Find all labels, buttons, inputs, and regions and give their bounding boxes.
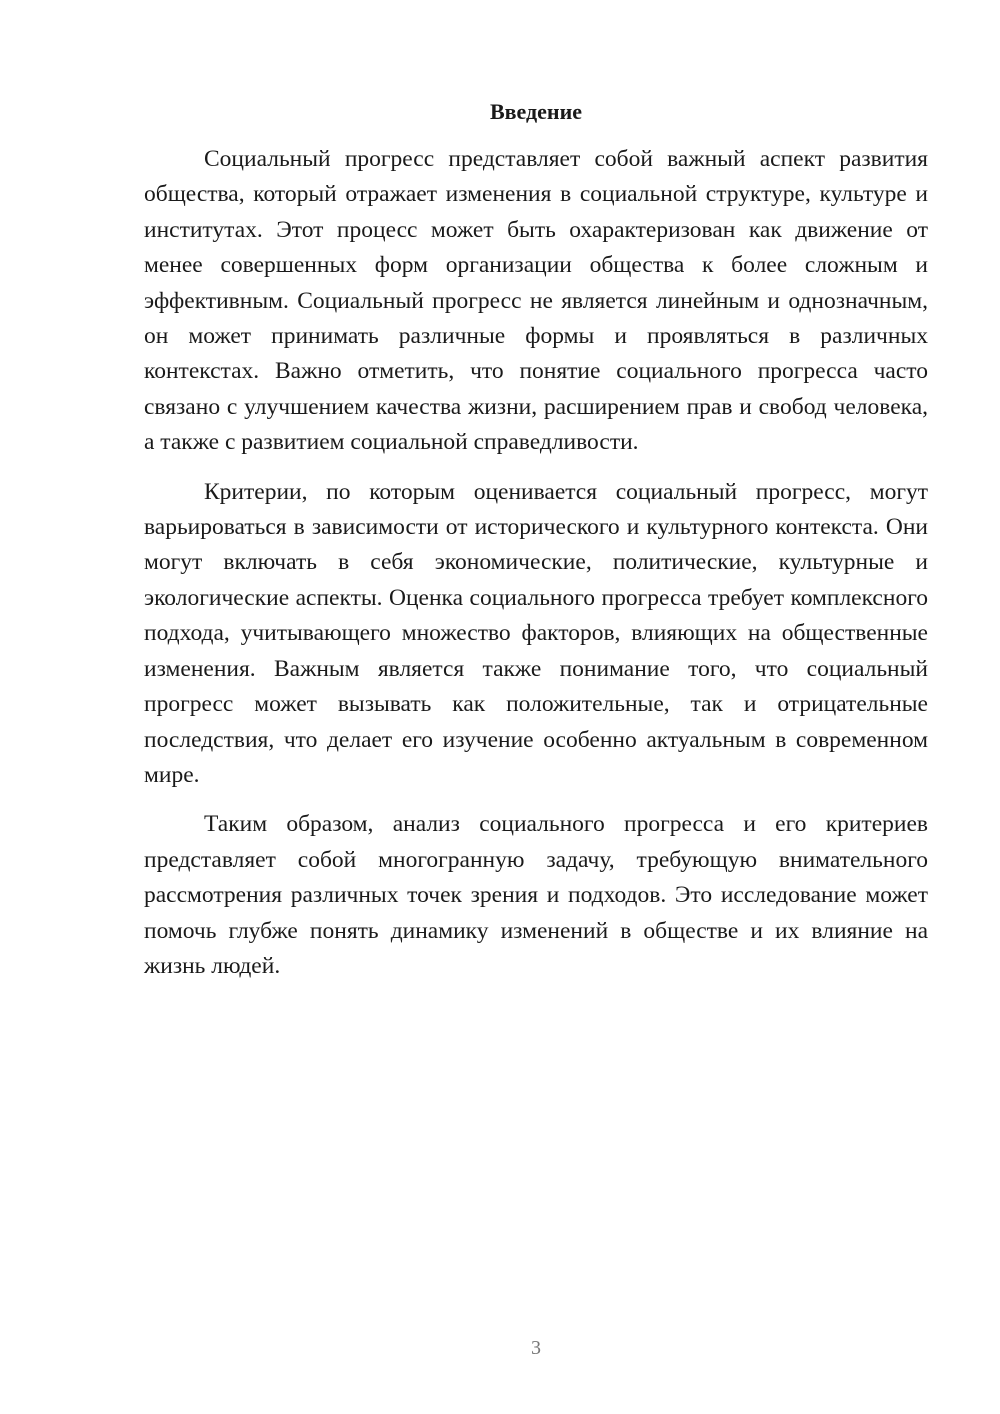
page-number: 3: [531, 1337, 541, 1359]
section-heading: Введение: [489, 99, 583, 124]
document-body: [144, 142, 928, 998]
paragraph-1: Социальный прогресс представляет собой важный аспект развития общества, который отражает изменения в социальной структуре, культуре и институтах. Этот процесс может быть охарактеризован как движение от менее совершенных форм организации общества к более сложным и эффективным. Социальный прогресс не является линейным и однозначным, он может принимать различные формы и проявляться в различных контекстах. Важно отметить, что понятие социального прогресса часто связано с улучшением качества жизни, расширением прав и свобод человека, а также с развитием социальной справедливости.: [144, 146, 928, 456]
paragraph-2: Критерии, по которым оценивается социальный прогресс, могут варьироваться в зависимости от исторического и культурного контекста. Они могут включать в себя экономические, политические, культурные и экологические аспекты. Оценка социального прогресса требует комплексного подхода, учитывающего множество факторов, влияющих на общественные изменения. Важным является также понимание того, что социальный прогресс может вызывать как положительные, так и отрицательные последствия, что делает его изучение особенно актуальным в современном мире.: [144, 478, 928, 788]
paragraph-3: Таким образом, анализ социального прогресса и его критериев представляет собой многогранную задачу, требующую внимательного рассмотрения различных точек зрения и подходов. Это исследование может помочь глубже понять динамику изменений в обществе и их влияние на жизнь людей.: [144, 811, 928, 979]
